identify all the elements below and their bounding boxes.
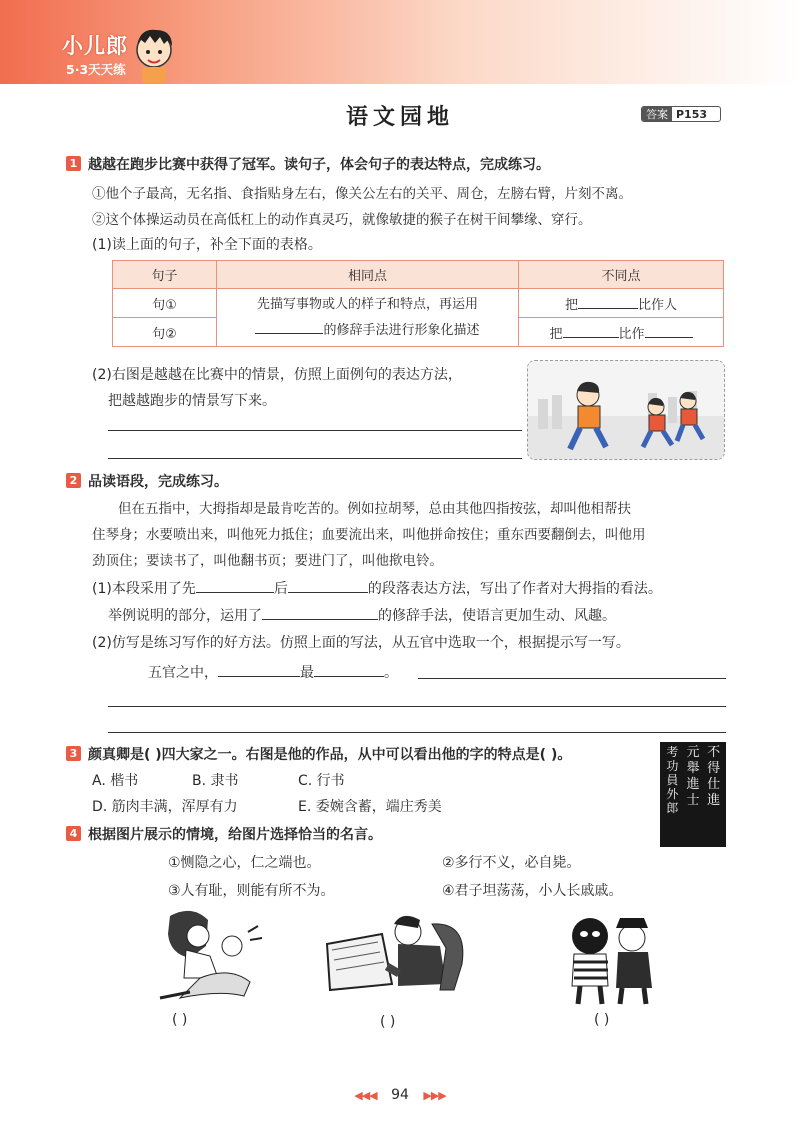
writing-line[interactable]	[108, 706, 726, 707]
q3-option-b[interactable]: B. 隶书	[192, 773, 239, 789]
q2-passage-line: 劲顶住；要读书了，叫他翻书页；要进门了，叫他揿电铃。	[92, 553, 443, 569]
q2-text: 五官之中，	[148, 665, 218, 681]
q2-text: 举例说明的部分，运用了	[108, 608, 262, 624]
answer-blank[interactable]	[262, 606, 378, 620]
brand-logo: 小儿郎	[62, 34, 128, 58]
q2-text: 的段落表达方法，写出了作者对大拇指的看法。	[367, 581, 662, 597]
q2-text: 后	[273, 581, 288, 597]
calligraphy-column: 不得仕進	[707, 745, 721, 808]
same-text-b: 的修辞手法进行形象化描述	[323, 322, 480, 338]
q4-option-3: ③人有耻，则能有所不为。	[168, 883, 335, 899]
q2-passage-line: 住琴身；水要喷出来，叫他死力抵住；血要流出来，叫他拼命按住；重东西要翻倒去，叫他用	[92, 527, 646, 543]
q2-passage-line: 但在五指中，大拇指却是最肯吃苦的。例如拉胡琴，总由其他四指按弦，却叫他相帮扶	[118, 501, 631, 517]
q4-prompt: 根据图片展示的情境，给图片选择恰当的名言。	[88, 827, 382, 843]
diff-text: 把	[549, 326, 563, 342]
answer-paren[interactable]: ( )	[594, 1012, 610, 1028]
answer-blank[interactable]	[288, 579, 368, 593]
question-number-3: 3	[66, 746, 81, 761]
question-number-2: 2	[66, 473, 81, 488]
q1-sub1: (1)读上面的句子，补全下面的表格。	[92, 237, 322, 253]
writing-line[interactable]	[108, 430, 522, 431]
table-cell: 句②	[113, 318, 217, 347]
prev-arrows-icon: ◀◀◀	[354, 1089, 377, 1102]
table-cell-same	[217, 289, 519, 347]
q4-option-2: ②多行不义，必自毙。	[442, 855, 581, 871]
answer-blank[interactable]	[255, 320, 323, 334]
q1-sub2-b: 把越越跑步的情景写下来。	[108, 393, 276, 409]
q2-text: (1)本段采用了先	[92, 581, 196, 597]
q2-sub2-frame	[148, 662, 398, 682]
table-header: 相同点	[217, 261, 519, 289]
table-cell-diff2	[519, 318, 724, 347]
thief-police-picture	[560, 910, 670, 1006]
calligraphy-column: 元舉進士	[686, 745, 700, 808]
table-header: 不同点	[519, 261, 724, 289]
helping-elder-picture	[140, 906, 270, 1006]
comparison-table	[112, 260, 724, 347]
q2-sub1-line2	[108, 605, 616, 625]
brand-subtitle: 5·3天天练	[66, 62, 126, 77]
q2-text: 的修辞手法，使语言更加生动、风趣。	[378, 608, 616, 624]
q3-option-a[interactable]: A. 楷书	[92, 773, 139, 789]
q1-sub2-a: (2)右图是越越在比赛中的情景，仿照上面例句的表达方法，	[92, 367, 462, 383]
table-cell: 句①	[113, 289, 217, 318]
diff-text: 比作	[618, 326, 645, 342]
answer-paren[interactable]: ( )	[172, 1012, 188, 1028]
q3-option-d[interactable]: D. 筋肉丰满，浑厚有力	[92, 799, 238, 815]
q3-option-e[interactable]: E. 委婉含蓄，端庄秀美	[298, 799, 442, 815]
page-title: 语文园地	[345, 105, 454, 130]
q1-sentence-1: ①他个子最高，无名指、食指贴身左右，像关公左右的关平、周仓，左膀右臂，片刻不离。	[92, 186, 632, 202]
page-number: 94	[391, 1087, 409, 1103]
q3-option-c[interactable]: C. 行书	[298, 773, 345, 789]
writing-line[interactable]	[418, 678, 726, 679]
page-footer	[0, 1087, 800, 1103]
q2-text: 。	[384, 665, 398, 681]
studying-picture	[322, 904, 472, 1004]
runners-illustration	[528, 361, 725, 460]
answer-blank[interactable]	[578, 295, 638, 309]
answer-blank[interactable]	[314, 663, 384, 677]
calligraphy-column: 考功員外郎	[666, 745, 679, 815]
writing-line[interactable]	[108, 732, 726, 733]
mascot-icon	[128, 24, 180, 84]
q2-sub1-line1	[92, 578, 662, 598]
table-header: 句子	[113, 261, 217, 289]
question-number-4: 4	[66, 826, 81, 841]
answer-label: 答案	[642, 107, 672, 121]
answer-blank[interactable]	[645, 324, 693, 338]
answer-blank[interactable]	[563, 324, 619, 338]
q2-text: 最	[300, 665, 314, 681]
same-text-a: 先描写事物或人的样子和特点，再运用	[256, 296, 478, 312]
answer-paren[interactable]: ( )	[380, 1014, 396, 1030]
answer-page: P153	[676, 107, 708, 121]
diff-text: 比作人	[638, 297, 678, 313]
answer-reference	[641, 106, 721, 122]
table-cell-diff1	[519, 289, 724, 318]
next-arrows-icon: ▶▶▶	[423, 1089, 446, 1102]
q2-prompt: 品读语段，完成练习。	[88, 474, 228, 490]
q1-sentence-2: ②这个体操运动员在高低杠上的动作真灵巧，就像敏捷的猴子在树干间攀缘、穿行。	[92, 212, 592, 228]
question-number-1: 1	[66, 156, 81, 171]
running-race-picture	[527, 360, 725, 460]
answer-blank[interactable]	[218, 663, 300, 677]
q2-sub2: (2)仿写是练习写作的好方法。仿照上面的写法，从五官中选取一个，根据提示写一写。	[92, 635, 630, 651]
answer-blank[interactable]	[196, 579, 274, 593]
q4-option-1: ①恻隐之心，仁之端也。	[168, 855, 321, 871]
diff-text: 把	[564, 297, 578, 313]
q1-prompt: 越越在跑步比赛中获得了冠军。读句子，体会句子的表达特点，完成练习。	[88, 157, 550, 173]
q3-prompt: 颜真卿是( )四大家之一。右图是他的作品，从中可以看出他的字的特点是( )。	[88, 747, 572, 763]
calligraphy-image	[660, 742, 726, 847]
q4-option-4: ④君子坦荡荡，小人长戚戚。	[442, 883, 623, 899]
writing-line[interactable]	[108, 458, 522, 459]
